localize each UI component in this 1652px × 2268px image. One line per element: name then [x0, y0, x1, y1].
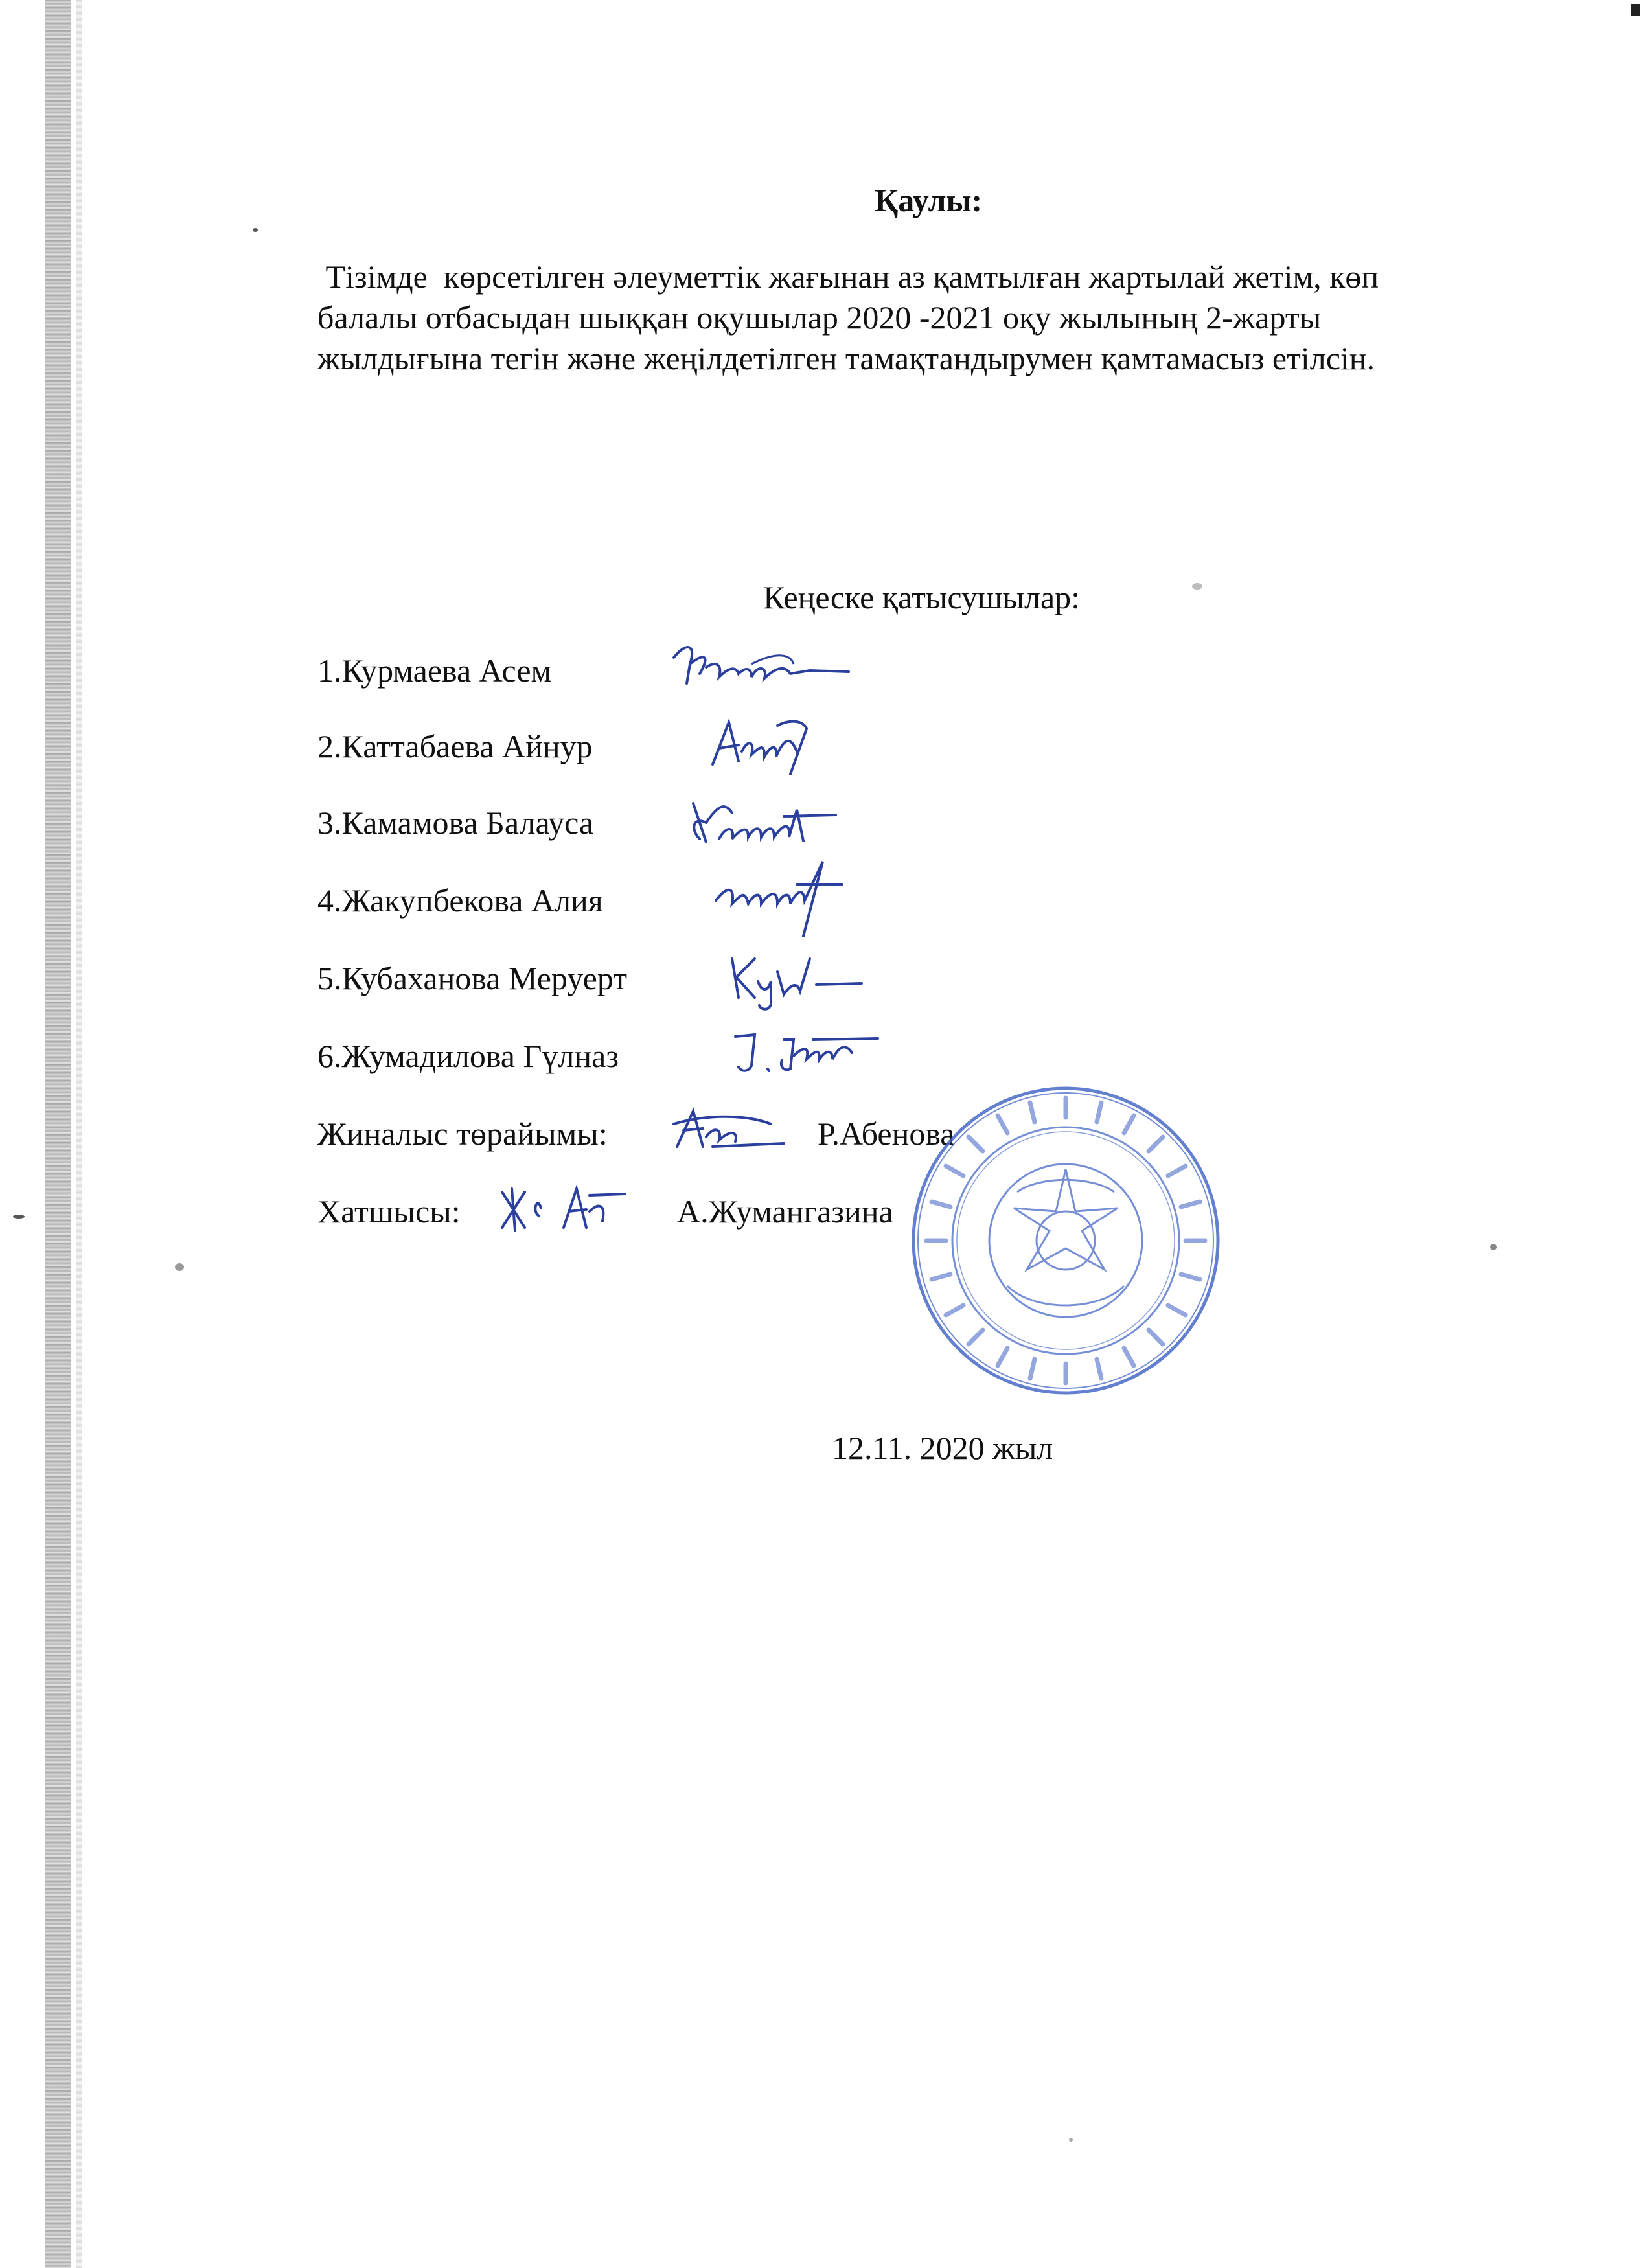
- signature-secretary: [492, 1176, 635, 1241]
- participants-heading: Кеңеске қатысушылар:: [763, 579, 1081, 615]
- participant-name: 5.Кубаханова Меруерт: [317, 960, 628, 996]
- participant-name: 6.Жумадилова Гүлназ: [317, 1038, 619, 1074]
- speck: [1490, 1244, 1497, 1250]
- corner-mark: [1631, 4, 1640, 16]
- participant-name: 4.Жакупбекова Алия: [317, 882, 603, 919]
- resolution-line: балалы отбасыдан шыққан оқушылар 2020 -2021 оқу жылының 2-жарты: [317, 299, 1322, 336]
- secretary-label: Хатшысы:: [317, 1193, 461, 1230]
- speck: [253, 228, 258, 232]
- resolution-paragraph: [317, 257, 1581, 379]
- resolution-line: Тізімде көрсетілген әлеуметтік жағынан аз қамтылған жартылай жетім, көп: [317, 258, 1379, 295]
- chair-label: Жиналыс төрайымы:: [317, 1116, 608, 1152]
- participant-name: 1.Курмаева Асем: [317, 652, 552, 689]
- speck: [13, 1215, 25, 1219]
- signature-kattabaeva: [700, 713, 829, 777]
- chair-name: Р.Абенова: [818, 1116, 955, 1152]
- speck: [1192, 583, 1202, 590]
- scan-edge-inner: [76, 0, 82, 2268]
- signature-zhakupbekova: [706, 849, 855, 939]
- resolution-line: жылдығына тегін және жеңілдетілген тамақтандырумен қамтамасыз етілсін.: [317, 340, 1375, 376]
- speck: [1069, 2138, 1073, 2142]
- participant-name: 2.Каттабаева Айнур: [317, 728, 593, 764]
- signature-zhumadilova: [722, 1020, 884, 1085]
- speck: [175, 1263, 184, 1271]
- signature-chair: [667, 1101, 797, 1160]
- document-title: Қаулы:: [875, 182, 983, 218]
- signature-kurmaeva: [661, 638, 855, 696]
- participant-name: 3.Камамова Балауса: [317, 805, 594, 841]
- document-date: 12.11. 2020 жыл: [832, 1430, 1053, 1466]
- signature-kamamova: [680, 790, 842, 855]
- signature-kubakhanova: [719, 946, 868, 1017]
- secretary-name: А.Жумангазина: [677, 1193, 893, 1230]
- official-stamp: [904, 1079, 1228, 1403]
- scan-edge: [45, 0, 71, 2268]
